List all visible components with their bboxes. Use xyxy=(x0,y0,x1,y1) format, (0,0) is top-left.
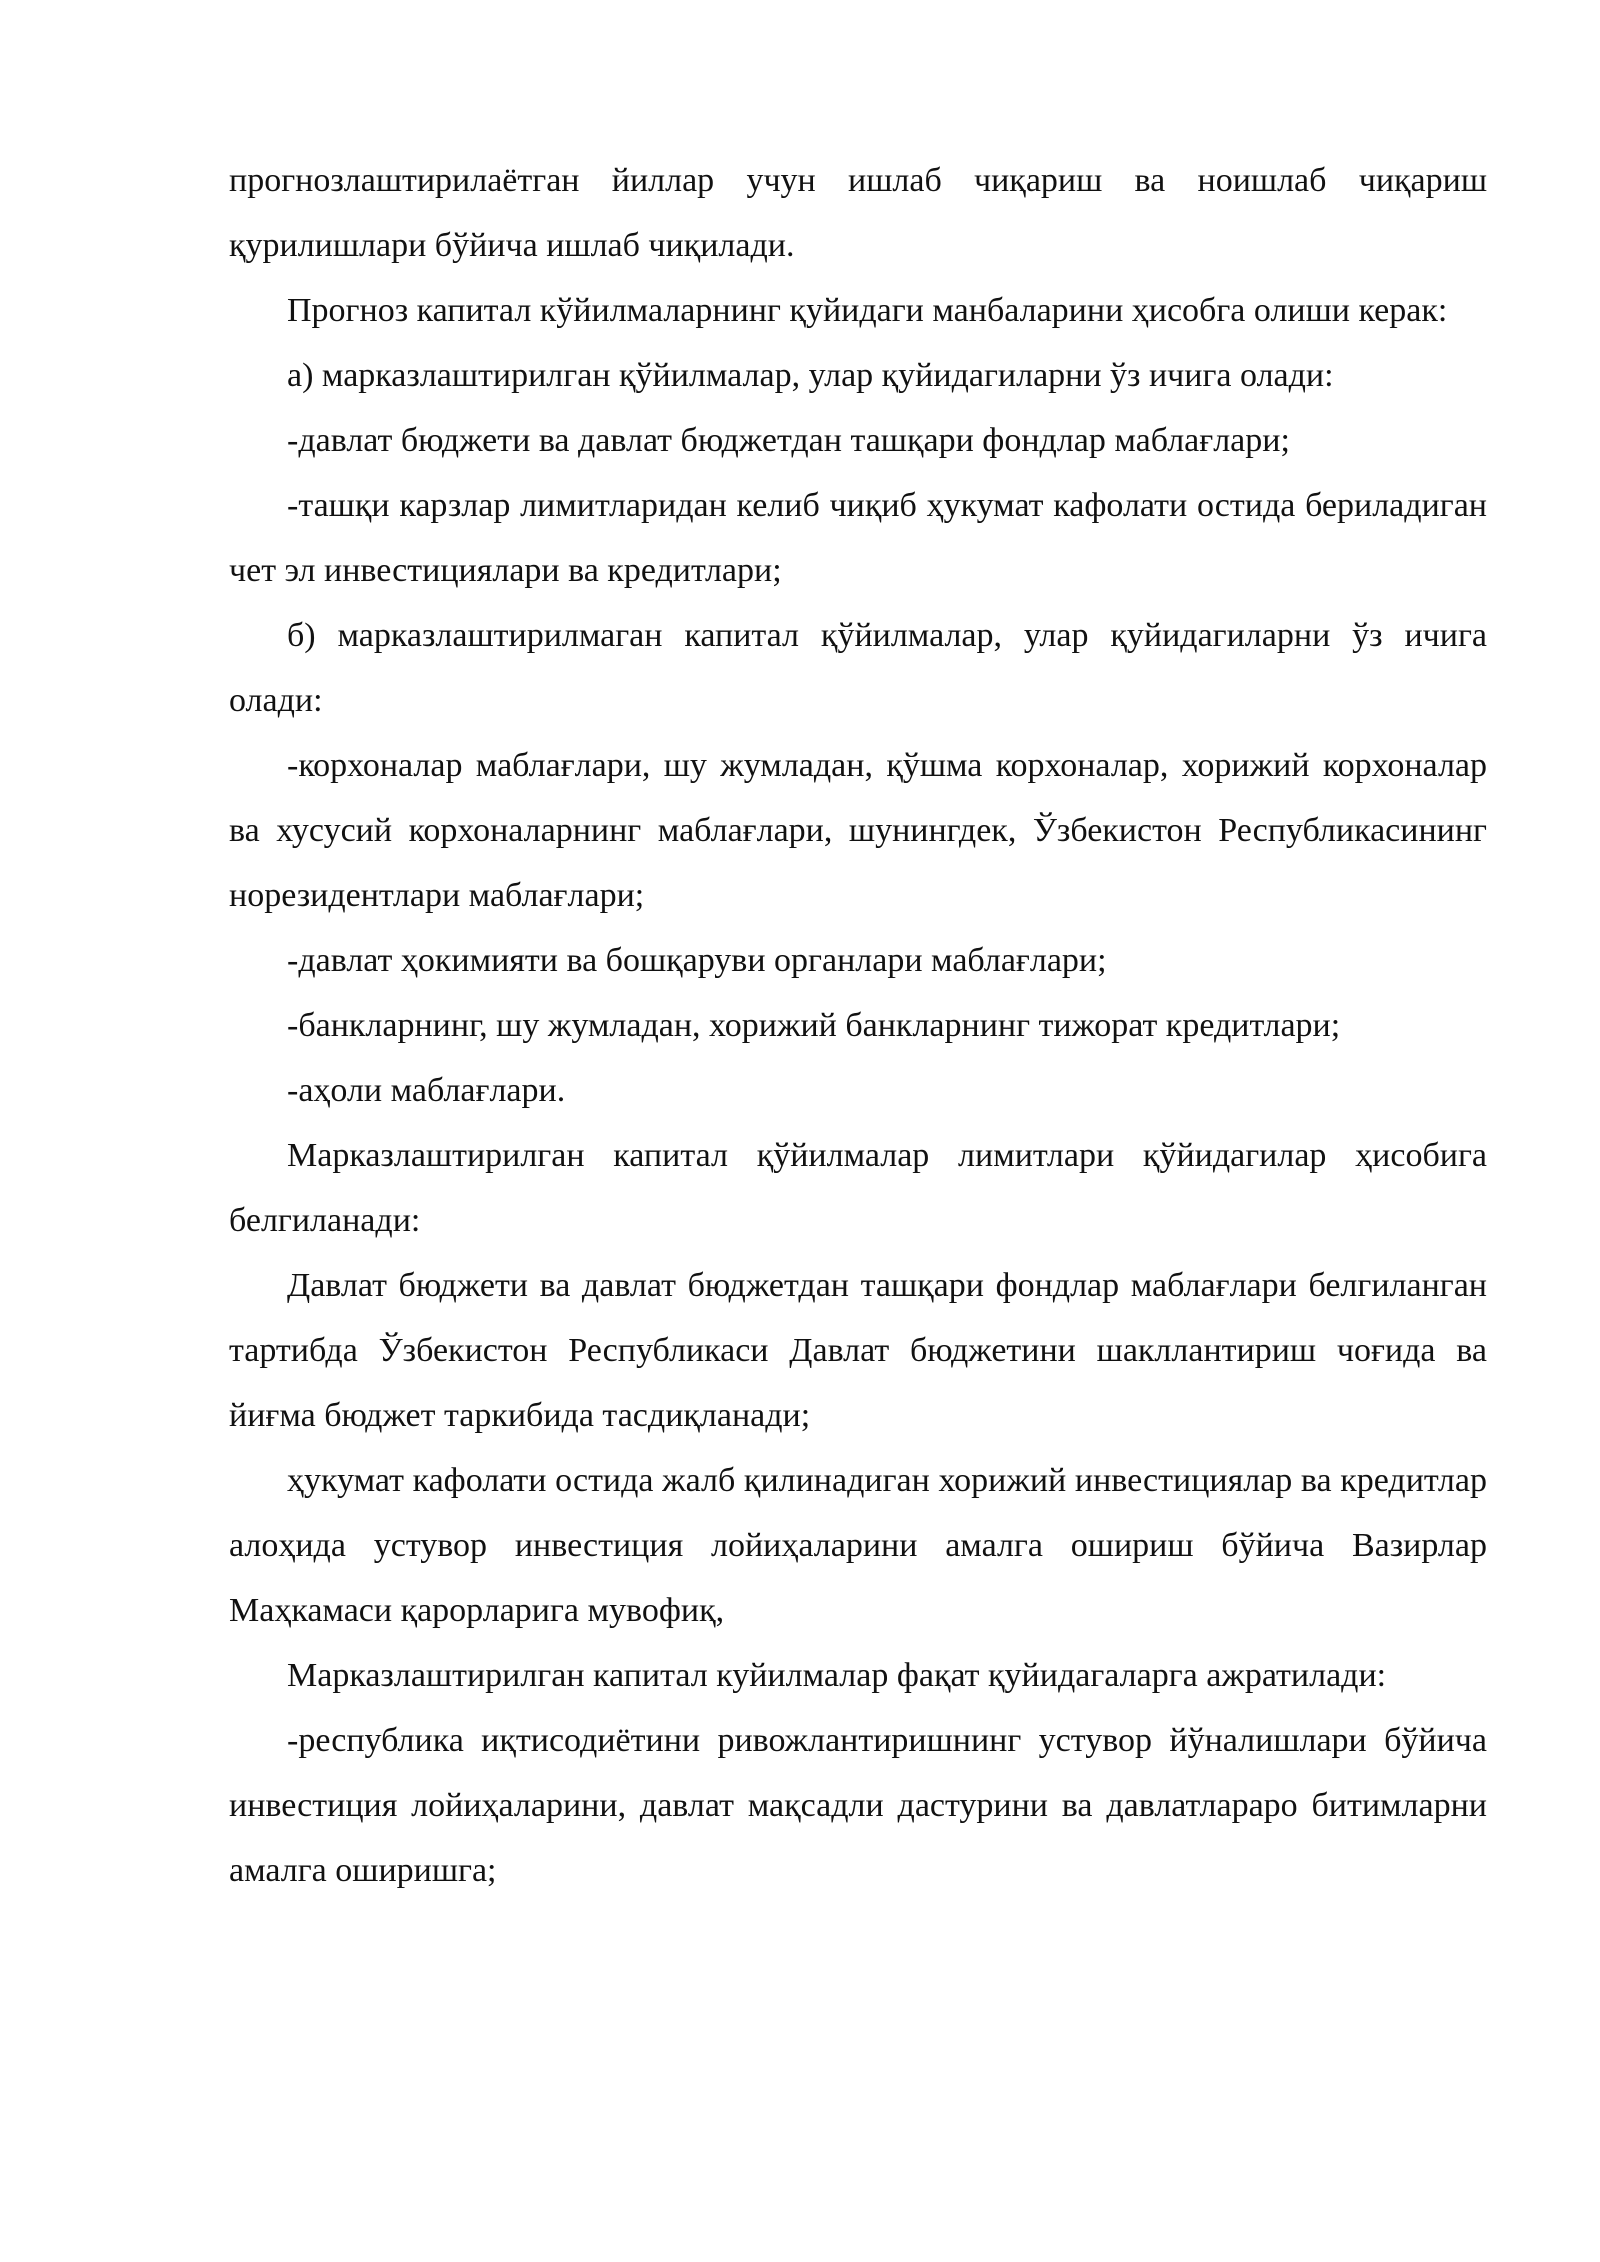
paragraph-9: -банкларнинг, шу жумладан, хорижий банкларнинг тижорат кредитлари; xyxy=(287,1007,1341,1044)
document-body xyxy=(229,148,1487,1903)
paragraph-2: Прогноз капитал кўйилмаларнинг қуйидаги манбаларини ҳисобга олиши керак: xyxy=(287,292,1448,329)
paragraph-4: -давлат бюджети ва давлат бюджетдан ташқари фондлар маблағлари; xyxy=(287,422,1290,459)
paragraph-13: ҳукумат кафолати остида жалб қилинадиган хорижий инвестициялар ва кредитлар алоҳида устувор инвестиция лойиҳаларини амалга ошириш бўйича Вазирлар Маҳкамаси қарорларига мувофиқ, xyxy=(229,1462,1487,1629)
paragraph-1: прогнозлаштирилаётган йиллар учун ишлаб чиқариш ва ноишлаб чиқариш қурилишлари бўйича ишлаб чиқилади. xyxy=(229,162,1487,264)
paragraph-3: а) марказлаштирилган қўйилмалар, улар қуйидагиларни ўз ичига олади: xyxy=(287,357,1334,394)
paragraph-8: -давлат ҳокимияти ва бошқаруви органлари маблағлари; xyxy=(287,942,1107,979)
paragraph-10: -аҳоли маблағлари. xyxy=(287,1072,566,1109)
paragraph-11: Марказлаштирилган капитал қўйилмалар лимитлари қўйидагилар ҳисобига белгиланади: xyxy=(229,1137,1487,1239)
paragraph-15: -республика иқтисодиётини ривожлантиришнинг устувор йўналишлари бўйича инвестиция лойиҳаларини, давлат мақсадли дастурини ва давлатлараро битимларни амалга оширишга; xyxy=(229,1722,1487,1889)
paragraph-5: -ташқи карзлар лимитларидан келиб чиқиб ҳукумат кафолати остида бериладиган чет эл инвестициялари ва кредитлари; xyxy=(229,487,1487,589)
paragraph-7: -корхоналар маблағлари, шу жумладан, қўшма корхоналар, хорижий корхоналар ва хусусий корхоналарнинг маблағлари, шунингдек, Ўзбекистон Республикасининг норезидентлари маблағлари; xyxy=(229,747,1487,914)
paragraph-6: б) марказлаштирилмаган капитал қўйилмалар, улар қуйидагиларни ўз ичига олади: xyxy=(229,617,1487,719)
paragraph-14: Марказлаштирилган капитал куйилмалар фақат қуйидагаларга ажратилади: xyxy=(287,1657,1387,1694)
paragraph-12: Давлат бюджети ва давлат бюджетдан ташқари фондлар маблағлари белгиланган тартибда Ўзбекистон Республикаси Давлат бюджетини шакллантириш чоғида ва йиғма бюджет таркибида тасдиқланади; xyxy=(229,1267,1487,1434)
